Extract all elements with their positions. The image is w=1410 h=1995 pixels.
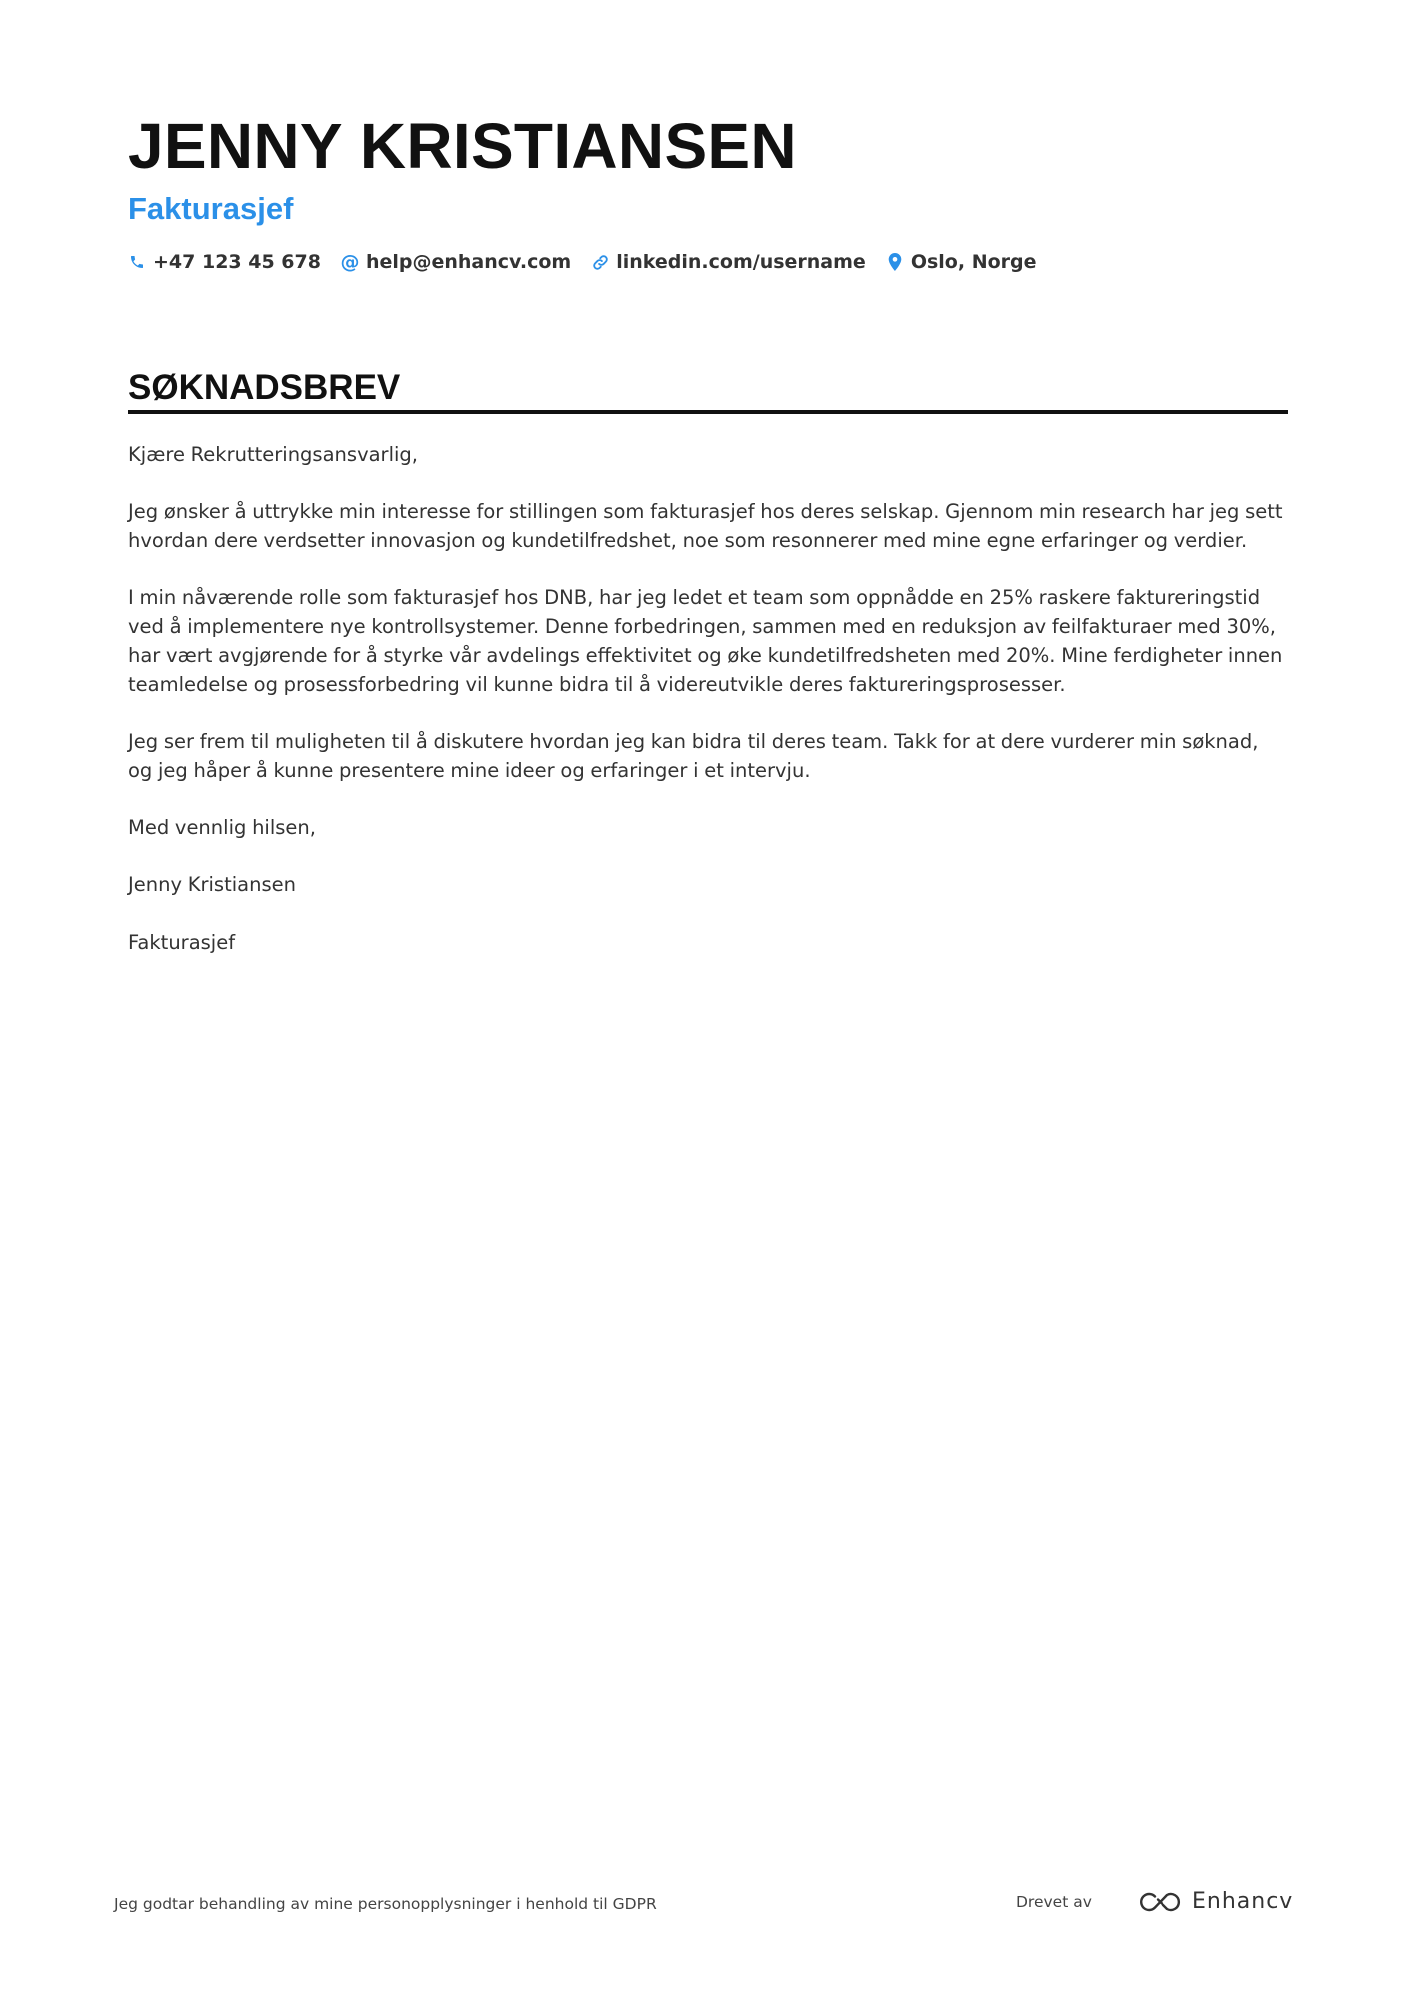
letter-paragraph: I min nåværende rolle som fakturasjef hos DNB, har jeg ledet et team som oppnådde en 25% raskere faktureringstid ved å implementere nye kontrollsystemer. Denne forbedringen, sammen med en reduksjon av feilfakturaer med 30%, har vært avgjørende for å styrke vår avdelings effektivitet og øke kundetilfredsheten med 20%. Mine ferdigheter innen teamledelse og prosessforbedring vil kunne bidra til å videreutvikle deres faktureringsprosesser. (128, 586, 1283, 696)
letter-paragraph: Jeg ønsker å uttrykke min interesse for stillingen som fakturasjef hos deres selskap. Gjennom min research har jeg sett hvordan dere verdsetter innovasjon og kundetilfredshet, noe som resonnerer med mine egne erfaringer og verdier. (128, 500, 1283, 553)
signature-title: Fakturasjef (128, 930, 236, 954)
linkedin-url[interactable]: linkedin.com/username (616, 251, 866, 273)
brand-name: Enhancv (1192, 1889, 1294, 1914)
email-address[interactable]: help@enhancv.com (365, 251, 572, 273)
phone-number: +47 123 45 678 (153, 251, 321, 273)
header (128, 108, 1288, 274)
contact-phone (128, 250, 321, 274)
phone-icon (128, 253, 146, 271)
contact-linkedin (591, 250, 866, 274)
section-title: SØKNADSBREV (128, 368, 401, 407)
location: Oslo, Norge (910, 251, 1037, 273)
powered-by-label: Drevet av (1016, 1893, 1092, 1911)
letter-closing: Med vennlig hilsen, (128, 816, 316, 840)
candidate-name: JENNY KRISTIANSEN (128, 110, 797, 182)
location-pin-icon (886, 253, 904, 271)
section-divider (128, 410, 1288, 414)
job-title: Fakturasjef (128, 191, 294, 226)
contact-location (886, 250, 1037, 274)
enhancv-logo-icon (1136, 1889, 1184, 1915)
letter-body (128, 441, 1288, 986)
link-icon (591, 253, 609, 271)
brand-link[interactable] (1136, 1886, 1293, 1918)
at-icon: @ (340, 251, 360, 273)
footer (114, 1886, 1294, 1922)
letter-greeting: Kjære Rekrutteringsansvarlig, (128, 443, 418, 466)
contact-bar (128, 250, 1288, 274)
signature-name: Jenny Kristiansen (128, 873, 296, 897)
letter-paragraph: Jeg ser frem til muligheten til å diskutere hvordan jeg kan bidra til deres team. Takk for at dere vurderer min søknad, og jeg håper å kunne presentere mine ideer og erfaringer i et intervju. (128, 729, 1259, 782)
contact-email (341, 250, 571, 274)
gdpr-consent-text: Jeg godtar behandling av mine personopplysninger i henhold til GDPR (114, 1895, 657, 1913)
